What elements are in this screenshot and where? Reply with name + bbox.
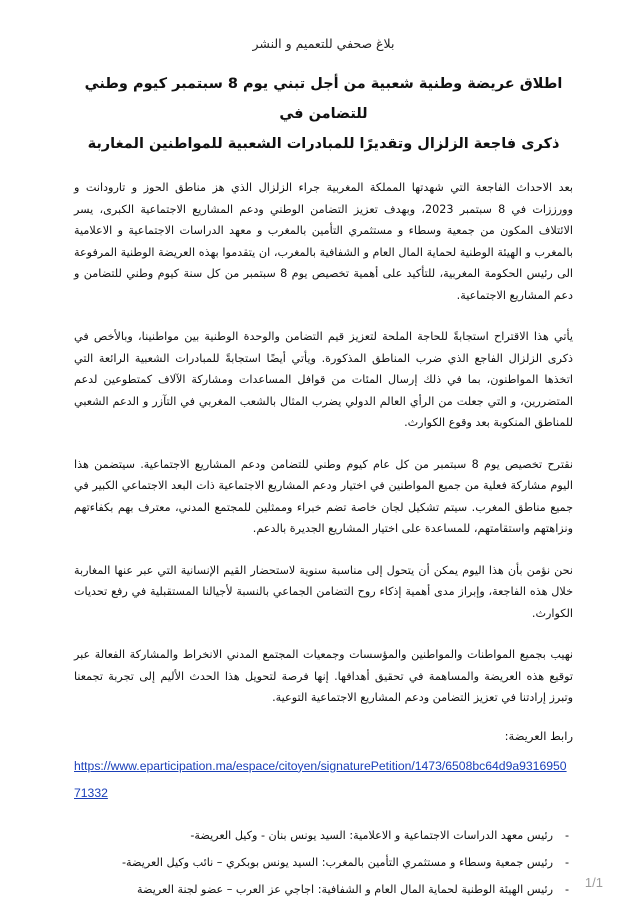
list-item: - رئيس الهيئة الوطنية لحماية المال العام و الشفافية: اجاجي عز العرب – عضو لجنة العريضة bbox=[137, 882, 569, 896]
member-entry: رئيس معهد الدراسات الاجتماعية و الاعلامية: السيد يونس بنان - وكيل العريضة- bbox=[190, 828, 553, 842]
paragraph-motivation: يأتي هذا الاقتراح استجابةً للحاجة الملحة لتعزيز قيم التضامن والوحدة الوطنية بين مواطنينا، وبالأخص في ذكرى الزلزال الفاجع الذي ضرب المناطق المذكورة. ويأتي أيضًا استجابةً للمبادرات الشعبية الرائعة التي اتخذها المواطنون، بما في ذلك إرسال المئات من قوافل المساعدات ومشاركة الآلاف كمتطوعين لدعم المتضررين، و التي جعلت من الرأي العالم الدولي يضرب المثال بالشعب المغربي في التآزر و الدعم الشعبي للمناطق المنكوبة بعد وقوع الكوارث. bbox=[74, 330, 573, 429]
list-item: - رئيس جمعية وسطاء و مستثمري التأمين بالمغرب: السيد يونس بوبكري – نائب وكيل العريضة- bbox=[121, 855, 569, 869]
paragraph-belief: نحن نؤمن بأن هذا اليوم يمكن أن يتحول إلى مناسبة سنوية لاستحضار القيم الإنسانية التي عبر عنها المغاربة خلال هذه الفاجعة، وإبراز مدى أهمية إذكاء روح التضامن الجماعي بالنسبة لأجيالنا المستقبلية في رفع تحديات الكوارث. bbox=[74, 563, 573, 620]
members-list bbox=[74, 825, 573, 900]
petition-link-label: رابط العريضة: bbox=[504, 728, 573, 743]
title-line-1: اطلاق عريضة وطنية شعبية من أجل تبني يوم 8 سبتمبر كيوم وطني للتضامن في bbox=[84, 76, 563, 122]
list-item: - رئيس معهد الدراسات الاجتماعية و الاعلامية: السيد يونس بنان - وكيل العريضة- bbox=[190, 828, 569, 842]
paragraph-intro: بعد الاحداث الفاجعة التي شهدتها المملكة المغربية جراء الزلزال الذي هز مناطق الحوز و تارودانت و وورززات في 8 سبتمبر 2023، وبهدف تعزيز التضامن الوطني ودعم المشاريع الاجتماعية الكبرى، يسر الائتلاف المكون من جمعية وسطاء و مستثمري التأمين بالمغرب و معهد الدراسات الاجتماعية و الاعلامية بالمغرب و الهيئة الوطنية لحماية المال العام و الشفافية بالمغرب، ان يتقدموا بهذه العريضة الوطنية المرفوعة الى رئيس الحكومة المغربية، للتأكيد على أهمية تخصيص يوم 8 سبتمبر من كل سنة كيوم وطني للتضامن و دعم المشاريع الاجتماعية. bbox=[74, 181, 573, 302]
paragraph-proposal: نقترح تخصيص يوم 8 سبتمبر من كل عام كيوم وطني للتضامن ودعم المشاريع الاجتماعية. سيتضمن هذا اليوم مشاركة فعلية من جميع المواطنين في اختيار ودعم المشاريع الاجتماعية ذات البعد الاجتماعي الكبير في جميع مناطق المغرب. سيتم تشكيل لجان خاصة تضم خبراء وممثلين للمجتمع المدني، معترف بهم بكفاءتهم ونزاهتهم واستقامتهم، للمساعدة على اختيار المشاريع الجديرة بالدعم. bbox=[74, 457, 573, 535]
paragraph-call-to-action: نهيب بجميع المواطنات والمواطنين والمؤسسات وجمعيات المجتمع المدني الانخراط والمشاركة الفعالة عبر توقيع هذه العريضة والمساهمة في تحقيق أهدافها. إنها فرصة لتحويل هذا الحدث الأليم إلى تجربة تجمعنا وتبرز إرادتنا في تعزيز التضامن ودعم المشاريع الاجتماعية التوعية. bbox=[74, 648, 573, 704]
document-title bbox=[74, 69, 573, 159]
petition-link[interactable]: https://www.eparticipation.ma/espace/citoyen/signaturePetition/1473/6508bc64d9a931695071332 bbox=[74, 758, 567, 800]
page-number: 1/1 bbox=[584, 875, 603, 890]
press-release-heading: بلاغ صحفي للتعميم و النشر bbox=[252, 36, 395, 51]
member-entry: رئيس الهيئة الوطنية لحماية المال العام و الشفافية: اجاجي عز العرب – عضو لجنة العريضة bbox=[137, 882, 553, 896]
member-entry: رئيس جمعية وسطاء و مستثمري التأمين بالمغرب: السيد يونس بوبكري – نائب وكيل العريضة- bbox=[121, 855, 553, 869]
title-line-2: ذكرى فاجعة الزلزال وتقديرًا للمبادرات الشعبية للمواطنين المغاربة bbox=[87, 136, 560, 152]
